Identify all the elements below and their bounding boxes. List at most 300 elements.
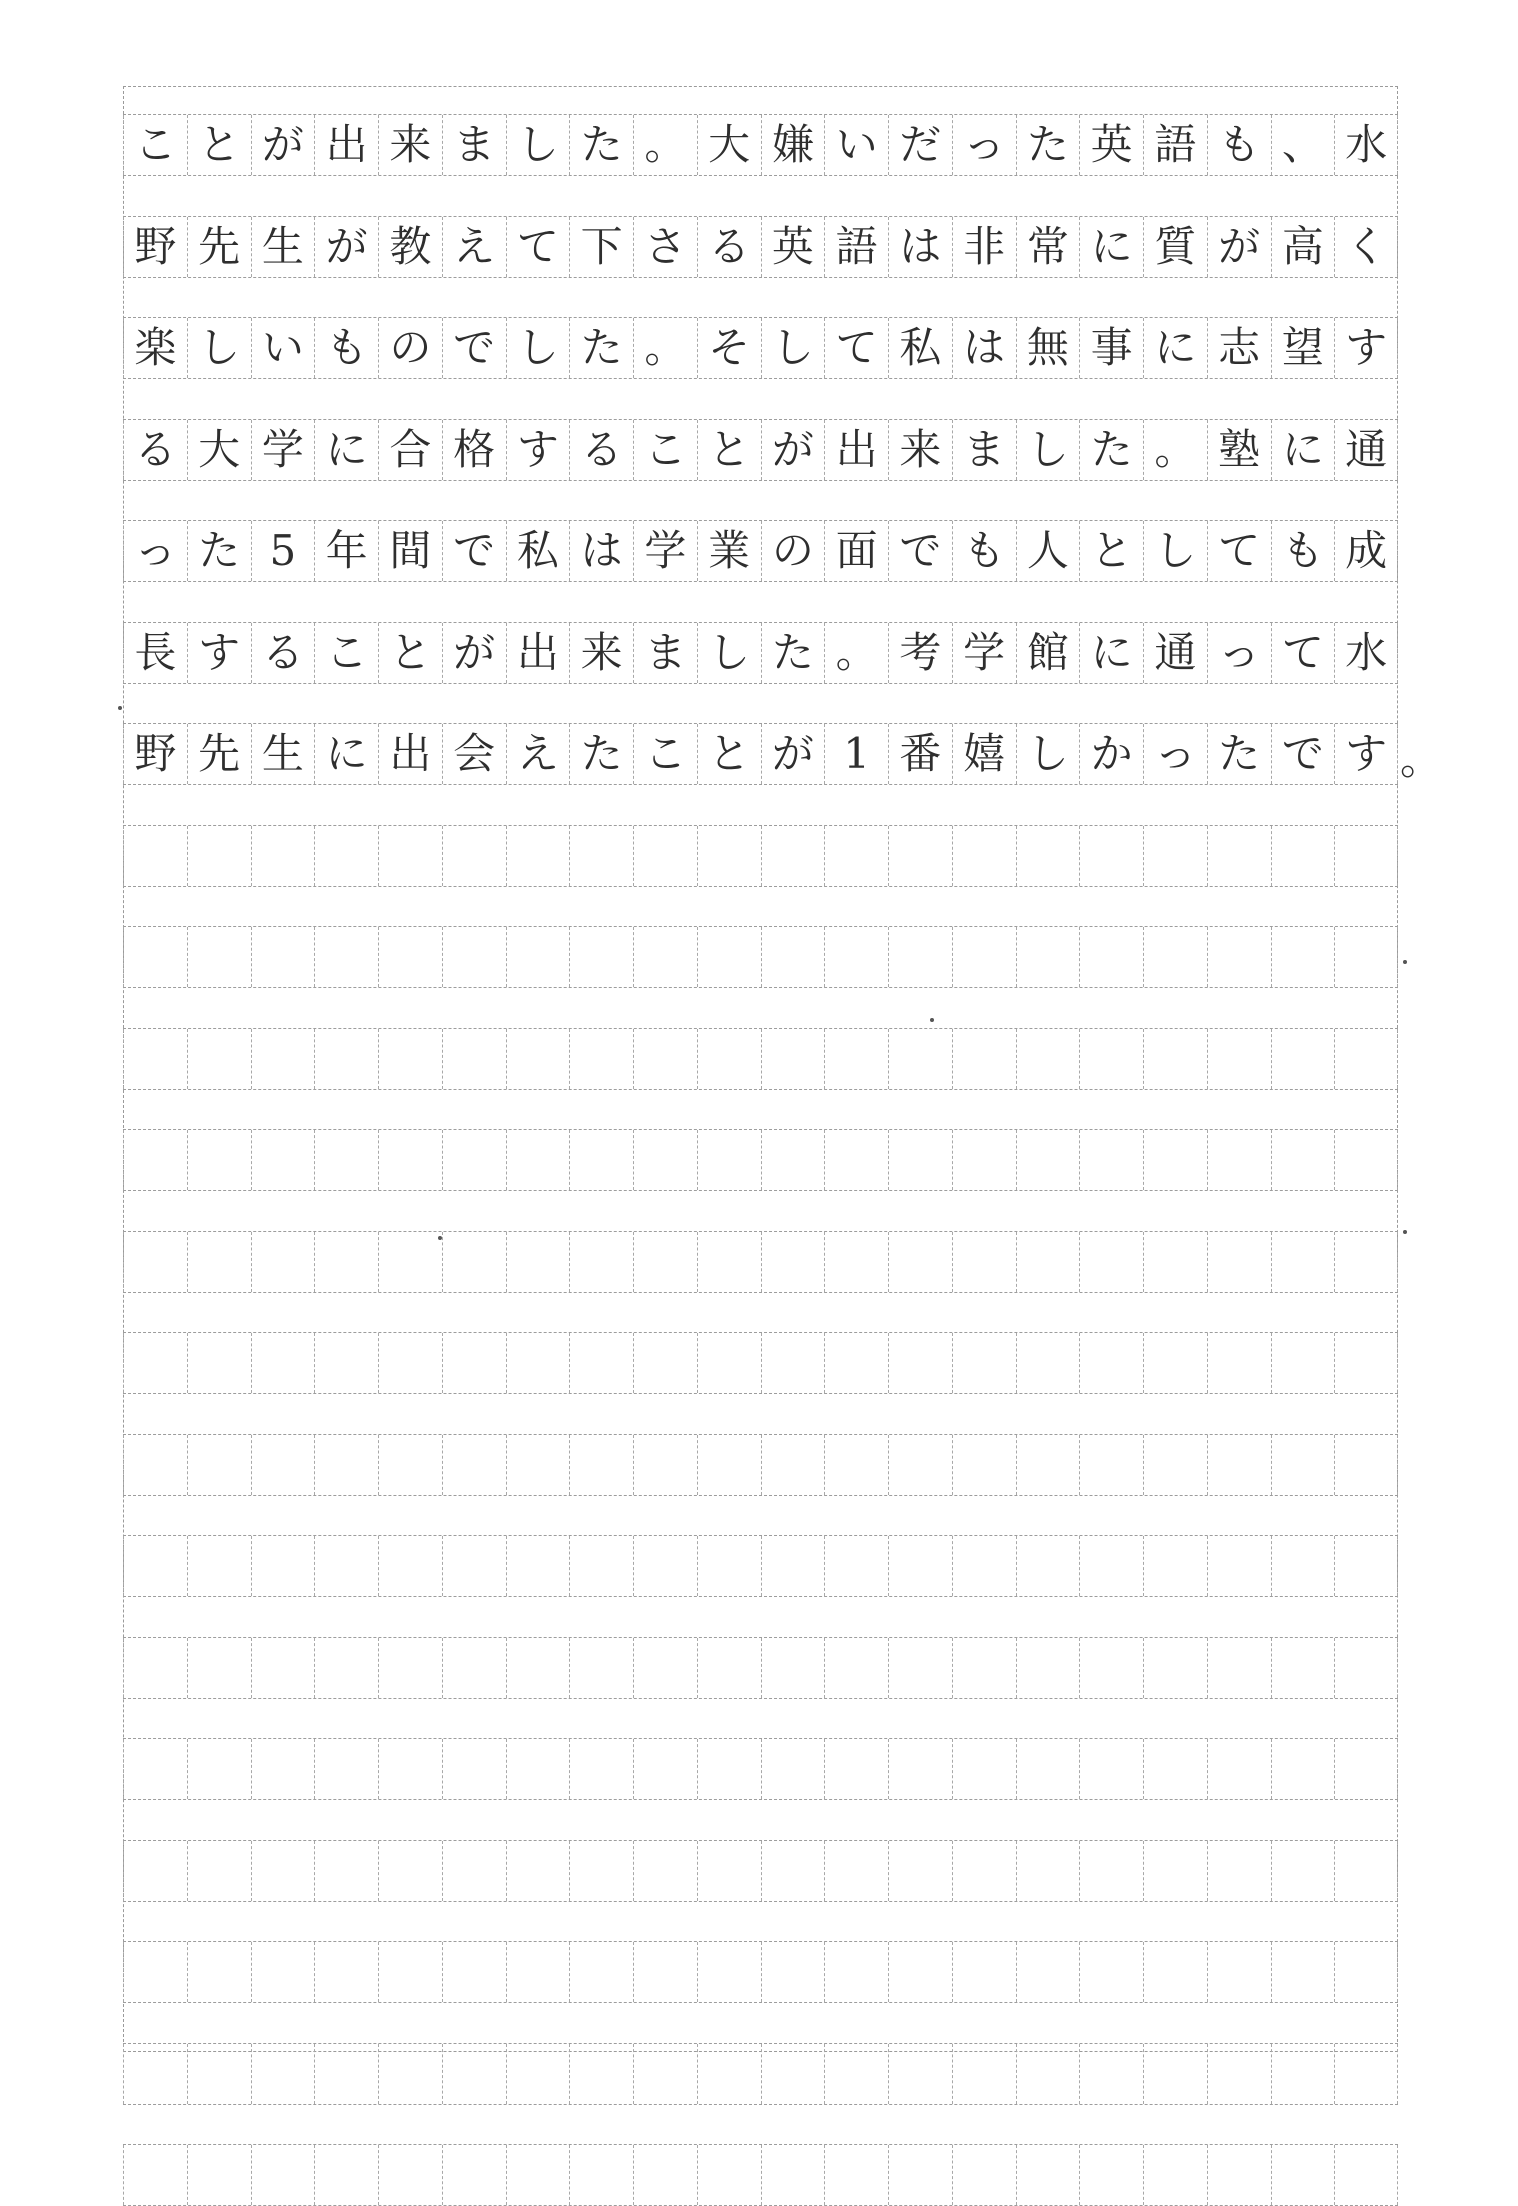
grid-cell xyxy=(1271,1333,1335,1393)
empty-row xyxy=(123,825,1398,887)
grid-cell xyxy=(123,1739,187,1799)
grid-cell xyxy=(569,826,633,886)
grid-cell xyxy=(824,1536,888,1596)
grid-cell xyxy=(251,927,315,987)
grid-cell xyxy=(378,927,442,987)
grid-cell: 私 xyxy=(888,318,952,378)
grid-cell xyxy=(314,1841,378,1901)
grid-cell xyxy=(1271,1739,1335,1799)
grid-cell: だ xyxy=(888,115,952,175)
grid-cell: 水 xyxy=(1334,623,1398,683)
grid-cell xyxy=(569,927,633,987)
overflow-period: 。 xyxy=(1400,735,1443,784)
grid-cell: る xyxy=(697,217,761,277)
grid-cell: 長 xyxy=(123,623,187,683)
grid-cell xyxy=(1334,1232,1398,1292)
grid-cell xyxy=(506,1029,570,1089)
grid-cell xyxy=(569,2044,633,2104)
grid-cell: 番 xyxy=(888,724,952,784)
grid-cell xyxy=(123,1536,187,1596)
grid-cell xyxy=(442,1942,506,2002)
grid-cell: す xyxy=(1334,318,1398,378)
grid-cell xyxy=(1016,2044,1080,2104)
grid-cell xyxy=(1143,1942,1207,2002)
grid-cell xyxy=(1016,927,1080,987)
grid-cell xyxy=(1334,2145,1398,2205)
grid-cell xyxy=(1079,1333,1143,1393)
grid-cell xyxy=(1207,1435,1271,1495)
grid-cell: く xyxy=(1334,217,1398,277)
grid-cell xyxy=(633,1739,697,1799)
grid-cell xyxy=(123,2145,187,2205)
grid-cell: 野 xyxy=(123,217,187,277)
grid-cell xyxy=(569,2145,633,2205)
grid-cell xyxy=(888,1841,952,1901)
grid-cell xyxy=(761,1638,825,1698)
grid-cell xyxy=(1016,1232,1080,1292)
grid-cell: 。 xyxy=(824,623,888,683)
grid-cell xyxy=(952,1536,1016,1596)
grid-cell: し xyxy=(506,318,570,378)
grid-cell: た xyxy=(187,521,251,581)
grid-cell xyxy=(251,1942,315,2002)
grid-cell xyxy=(952,826,1016,886)
grid-cell xyxy=(187,1638,251,1698)
grid-cell xyxy=(888,826,952,886)
grid-cell: 先 xyxy=(187,217,251,277)
grid-cell: 5 xyxy=(251,521,315,581)
grid-cell xyxy=(187,1333,251,1393)
grid-cell: ま xyxy=(952,420,1016,480)
grid-cell xyxy=(314,1029,378,1089)
grid-cell xyxy=(1334,1739,1398,1799)
grid-cell: 嬉 xyxy=(952,724,1016,784)
text-row xyxy=(123,317,1398,379)
grid-cell xyxy=(442,2044,506,2104)
grid-cell: 人 xyxy=(1016,521,1080,581)
grid-cell xyxy=(506,1638,570,1698)
grid-cell xyxy=(569,1435,633,1495)
grid-cell xyxy=(697,2145,761,2205)
paper-speck xyxy=(1403,1230,1407,1234)
grid-cell xyxy=(697,1942,761,2002)
grid-cell xyxy=(1079,826,1143,886)
grid-cell xyxy=(1334,1638,1398,1698)
grid-cell xyxy=(1079,1536,1143,1596)
grid-cell: る xyxy=(123,420,187,480)
grid-cell: 生 xyxy=(251,724,315,784)
grid-cell xyxy=(633,1638,697,1698)
grid-cell xyxy=(1143,826,1207,886)
grid-cell xyxy=(314,1333,378,1393)
grid-cell xyxy=(378,1638,442,1698)
text-row xyxy=(123,216,1398,278)
grid-cell: い xyxy=(824,115,888,175)
grid-cell xyxy=(1271,1942,1335,2002)
grid-cell xyxy=(378,1435,442,1495)
grid-cell xyxy=(1207,2044,1271,2104)
grid-cell xyxy=(697,1232,761,1292)
grid-cell xyxy=(761,2044,825,2104)
grid-cell: 館 xyxy=(1016,623,1080,683)
grid-cell xyxy=(251,1638,315,1698)
grid-cell xyxy=(1079,1739,1143,1799)
grid-cell xyxy=(1079,927,1143,987)
grid-cell: 考 xyxy=(888,623,952,683)
grid-cell xyxy=(1079,2044,1143,2104)
grid-cell: し xyxy=(697,623,761,683)
grid-cell xyxy=(314,1130,378,1190)
grid-cell xyxy=(824,1942,888,2002)
grid-cell xyxy=(123,1029,187,1089)
grid-cell xyxy=(314,1739,378,1799)
grid-cell: 語 xyxy=(824,217,888,277)
grid-cell xyxy=(1271,1232,1335,1292)
grid-cell xyxy=(824,1638,888,1698)
grid-cell xyxy=(506,2044,570,2104)
grid-cell xyxy=(697,1536,761,1596)
grid-cell xyxy=(1271,1130,1335,1190)
grid-cell: 大 xyxy=(187,420,251,480)
grid-cell xyxy=(569,1739,633,1799)
grid-cell: た xyxy=(761,623,825,683)
grid-cell xyxy=(761,1942,825,2002)
grid-cell xyxy=(824,1130,888,1190)
grid-cell xyxy=(633,1029,697,1089)
grid-cell: 事 xyxy=(1079,318,1143,378)
grid-cell xyxy=(1079,1130,1143,1190)
grid-cell: で xyxy=(442,318,506,378)
grid-cell: 下 xyxy=(569,217,633,277)
grid-cell: 通 xyxy=(1334,420,1398,480)
grid-cell xyxy=(952,1841,1016,1901)
grid-cell: 。 xyxy=(1143,420,1207,480)
text-row xyxy=(123,419,1398,481)
grid-cell: 成 xyxy=(1334,521,1398,581)
grid-cell: が xyxy=(314,217,378,277)
grid-cell xyxy=(1143,1739,1207,1799)
grid-cell: た xyxy=(1016,115,1080,175)
grid-cell xyxy=(1079,1638,1143,1698)
text-row xyxy=(123,723,1398,785)
grid-cell xyxy=(378,1130,442,1190)
grid-cell xyxy=(1079,2145,1143,2205)
grid-cell xyxy=(1334,1029,1398,1089)
grid-cell xyxy=(506,927,570,987)
grid-cell xyxy=(123,1435,187,1495)
grid-cell xyxy=(1271,2044,1335,2104)
grid-cell xyxy=(697,1739,761,1799)
grid-cell xyxy=(1207,1739,1271,1799)
grid-cell: て xyxy=(824,318,888,378)
grid-cell: の xyxy=(761,521,825,581)
grid-cell: に xyxy=(1271,420,1335,480)
grid-cell: も xyxy=(1271,521,1335,581)
grid-cell xyxy=(1334,1841,1398,1901)
grid-cell xyxy=(824,1841,888,1901)
grid-cell: と xyxy=(187,115,251,175)
grid-cell xyxy=(1079,1841,1143,1901)
grid-cell: し xyxy=(1016,420,1080,480)
grid-cell xyxy=(697,826,761,886)
grid-cell: 私 xyxy=(506,521,570,581)
grid-cell: に xyxy=(314,420,378,480)
grid-cell: が xyxy=(251,115,315,175)
grid-cell xyxy=(123,1232,187,1292)
grid-cell xyxy=(1207,1232,1271,1292)
grid-cell: 教 xyxy=(378,217,442,277)
grid-cell: も xyxy=(314,318,378,378)
grid-cell xyxy=(824,1029,888,1089)
grid-cell: は xyxy=(569,521,633,581)
grid-cell xyxy=(1079,1435,1143,1495)
grid-cell xyxy=(633,1333,697,1393)
grid-cell xyxy=(569,1130,633,1190)
grid-cell: と xyxy=(697,420,761,480)
grid-cell xyxy=(314,2044,378,2104)
grid-cell: 来 xyxy=(569,623,633,683)
grid-cell xyxy=(1271,1841,1335,1901)
grid-cell: に xyxy=(1143,318,1207,378)
grid-cell xyxy=(314,1536,378,1596)
grid-cell xyxy=(1207,1638,1271,1698)
grid-cell: 学 xyxy=(952,623,1016,683)
grid-cell xyxy=(888,1536,952,1596)
grid-cell xyxy=(888,1942,952,2002)
grid-cell xyxy=(1207,826,1271,886)
grid-cell: と xyxy=(1079,521,1143,581)
grid-cell: て xyxy=(1271,623,1335,683)
grid-cell xyxy=(569,1841,633,1901)
grid-cell xyxy=(952,1638,1016,1698)
empty-row xyxy=(123,1535,1398,1597)
grid-cell xyxy=(1016,1841,1080,1901)
grid-cell xyxy=(314,1942,378,2002)
grid-cell xyxy=(1334,1942,1398,2002)
grid-cell xyxy=(378,2044,442,2104)
grid-cell: 高 xyxy=(1271,217,1335,277)
grid-cell xyxy=(952,927,1016,987)
grid-cell: か xyxy=(1079,724,1143,784)
grid-cell xyxy=(123,1130,187,1190)
grid-cell xyxy=(761,1029,825,1089)
grid-cell xyxy=(187,1739,251,1799)
grid-cell: 英 xyxy=(1079,115,1143,175)
grid-cell xyxy=(251,1029,315,1089)
grid-cell: 出 xyxy=(314,115,378,175)
grid-cell xyxy=(123,1942,187,2002)
grid-cell xyxy=(442,1435,506,1495)
grid-cell xyxy=(506,2145,570,2205)
grid-cell xyxy=(569,1333,633,1393)
grid-cell xyxy=(506,1130,570,1190)
grid-cell xyxy=(1143,1638,1207,1698)
grid-cell xyxy=(1334,927,1398,987)
grid-cell: っ xyxy=(952,115,1016,175)
grid-cell xyxy=(123,927,187,987)
grid-cell xyxy=(888,2044,952,2104)
grid-cell xyxy=(378,826,442,886)
grid-cell xyxy=(569,1536,633,1596)
grid-cell: え xyxy=(442,217,506,277)
grid-cell: た xyxy=(569,318,633,378)
grid-cell xyxy=(761,1841,825,1901)
grid-cell: 。 xyxy=(633,318,697,378)
grid-cell: っ xyxy=(1207,623,1271,683)
grid-cell xyxy=(1016,1435,1080,1495)
grid-cell: 生 xyxy=(251,217,315,277)
grid-cell xyxy=(506,1333,570,1393)
grid-cell xyxy=(1271,1638,1335,1698)
grid-cell: 大 xyxy=(697,115,761,175)
grid-cell xyxy=(506,1232,570,1292)
grid-cell xyxy=(1016,1029,1080,1089)
grid-cell: た xyxy=(1207,724,1271,784)
grid-cell xyxy=(633,1841,697,1901)
grid-cell xyxy=(1016,1942,1080,2002)
grid-cell xyxy=(1207,1130,1271,1190)
grid-cell: 質 xyxy=(1143,217,1207,277)
grid-cell xyxy=(506,1841,570,1901)
grid-cell xyxy=(506,1739,570,1799)
grid-cell xyxy=(187,1130,251,1190)
grid-cell xyxy=(1016,1638,1080,1698)
grid-cell xyxy=(1016,1333,1080,1393)
grid-cell xyxy=(1207,1333,1271,1393)
grid-cell xyxy=(251,2044,315,2104)
grid-cell xyxy=(1207,1942,1271,2002)
grid-cell xyxy=(1334,1435,1398,1495)
grid-cell xyxy=(888,927,952,987)
grid-cell xyxy=(1207,927,1271,987)
grid-cell: 学 xyxy=(633,521,697,581)
grid-cell xyxy=(761,927,825,987)
grid-cell xyxy=(251,2145,315,2205)
empty-row xyxy=(123,1332,1398,1394)
grid-cell xyxy=(251,1130,315,1190)
grid-cell: は xyxy=(952,318,1016,378)
grid-cell: こ xyxy=(633,724,697,784)
grid-cell: 語 xyxy=(1143,115,1207,175)
grid-cell xyxy=(187,1942,251,2002)
grid-cell xyxy=(378,1333,442,1393)
paper-speck xyxy=(438,1236,442,1240)
grid-cell: と xyxy=(378,623,442,683)
grid-cell: 、 xyxy=(1271,115,1335,175)
grid-cell xyxy=(187,1435,251,1495)
empty-row xyxy=(123,2144,1398,2206)
grid-cell xyxy=(1143,2044,1207,2104)
grid-cell xyxy=(378,1739,442,1799)
text-row xyxy=(123,114,1398,176)
grid-cell xyxy=(1334,826,1398,886)
grid-cell xyxy=(506,826,570,886)
grid-cell xyxy=(633,2044,697,2104)
grid-cell xyxy=(187,1232,251,1292)
grid-cell xyxy=(824,2145,888,2205)
grid-cell: し xyxy=(1016,724,1080,784)
grid-cell xyxy=(633,2145,697,2205)
grid-cell: も xyxy=(1207,115,1271,175)
grid-cell xyxy=(314,1232,378,1292)
grid-cell xyxy=(251,1536,315,1596)
grid-cell xyxy=(761,1333,825,1393)
grid-cell xyxy=(1016,2145,1080,2205)
grid-cell xyxy=(378,1029,442,1089)
grid-cell xyxy=(1207,1029,1271,1089)
grid-cell xyxy=(1016,1739,1080,1799)
grid-cell xyxy=(952,1435,1016,1495)
grid-cell xyxy=(1079,1942,1143,2002)
grid-cell: こ xyxy=(314,623,378,683)
grid-cell: 志 xyxy=(1207,318,1271,378)
grid-cell xyxy=(824,1333,888,1393)
paper-speck xyxy=(118,706,122,710)
grid-cell xyxy=(952,1333,1016,1393)
grid-cell: た xyxy=(1079,420,1143,480)
grid-cell: 無 xyxy=(1016,318,1080,378)
grid-cell xyxy=(761,1130,825,1190)
grid-cell xyxy=(187,826,251,886)
grid-cell: 学 xyxy=(251,420,315,480)
grid-cell: 非 xyxy=(952,217,1016,277)
grid-cell xyxy=(187,1841,251,1901)
grid-cell: 英 xyxy=(761,217,825,277)
grid-cell: し xyxy=(187,318,251,378)
grid-cell xyxy=(1207,2145,1271,2205)
grid-cell: に xyxy=(1079,217,1143,277)
grid-cell xyxy=(314,1435,378,1495)
grid-cell: で xyxy=(888,521,952,581)
grid-cell xyxy=(314,2145,378,2205)
grid-cell xyxy=(1143,1130,1207,1190)
grid-cell xyxy=(1143,1435,1207,1495)
grid-cell: 来 xyxy=(888,420,952,480)
grid-cell: し xyxy=(761,318,825,378)
grid-cell: 面 xyxy=(824,521,888,581)
grid-cell xyxy=(442,1536,506,1596)
grid-cell xyxy=(569,1942,633,2002)
grid-cell xyxy=(1143,1232,1207,1292)
grid-cell xyxy=(888,1333,952,1393)
grid-cell: 嫌 xyxy=(761,115,825,175)
grid-cell xyxy=(442,1333,506,1393)
grid-cell xyxy=(888,1435,952,1495)
grid-cell xyxy=(1016,826,1080,886)
grid-cell xyxy=(824,1435,888,1495)
grid-cell xyxy=(761,826,825,886)
grid-cell xyxy=(1334,1333,1398,1393)
grid-cell: た xyxy=(569,115,633,175)
empty-row xyxy=(123,1434,1398,1496)
grid-cell xyxy=(123,1638,187,1698)
grid-cell xyxy=(888,1638,952,1698)
grid-cell xyxy=(251,1739,315,1799)
empty-row xyxy=(123,1231,1398,1293)
grid-cell xyxy=(506,1435,570,1495)
grid-cell: と xyxy=(697,724,761,784)
grid-cell xyxy=(697,2044,761,2104)
grid-cell: 出 xyxy=(824,420,888,480)
grid-cell xyxy=(952,2044,1016,2104)
grid-cell xyxy=(633,1435,697,1495)
grid-cell: 来 xyxy=(378,115,442,175)
grid-cell xyxy=(697,927,761,987)
grid-cell: 先 xyxy=(187,724,251,784)
grid-cell: 合 xyxy=(378,420,442,480)
grid-cell: 出 xyxy=(506,623,570,683)
grid-cell: て xyxy=(506,217,570,277)
